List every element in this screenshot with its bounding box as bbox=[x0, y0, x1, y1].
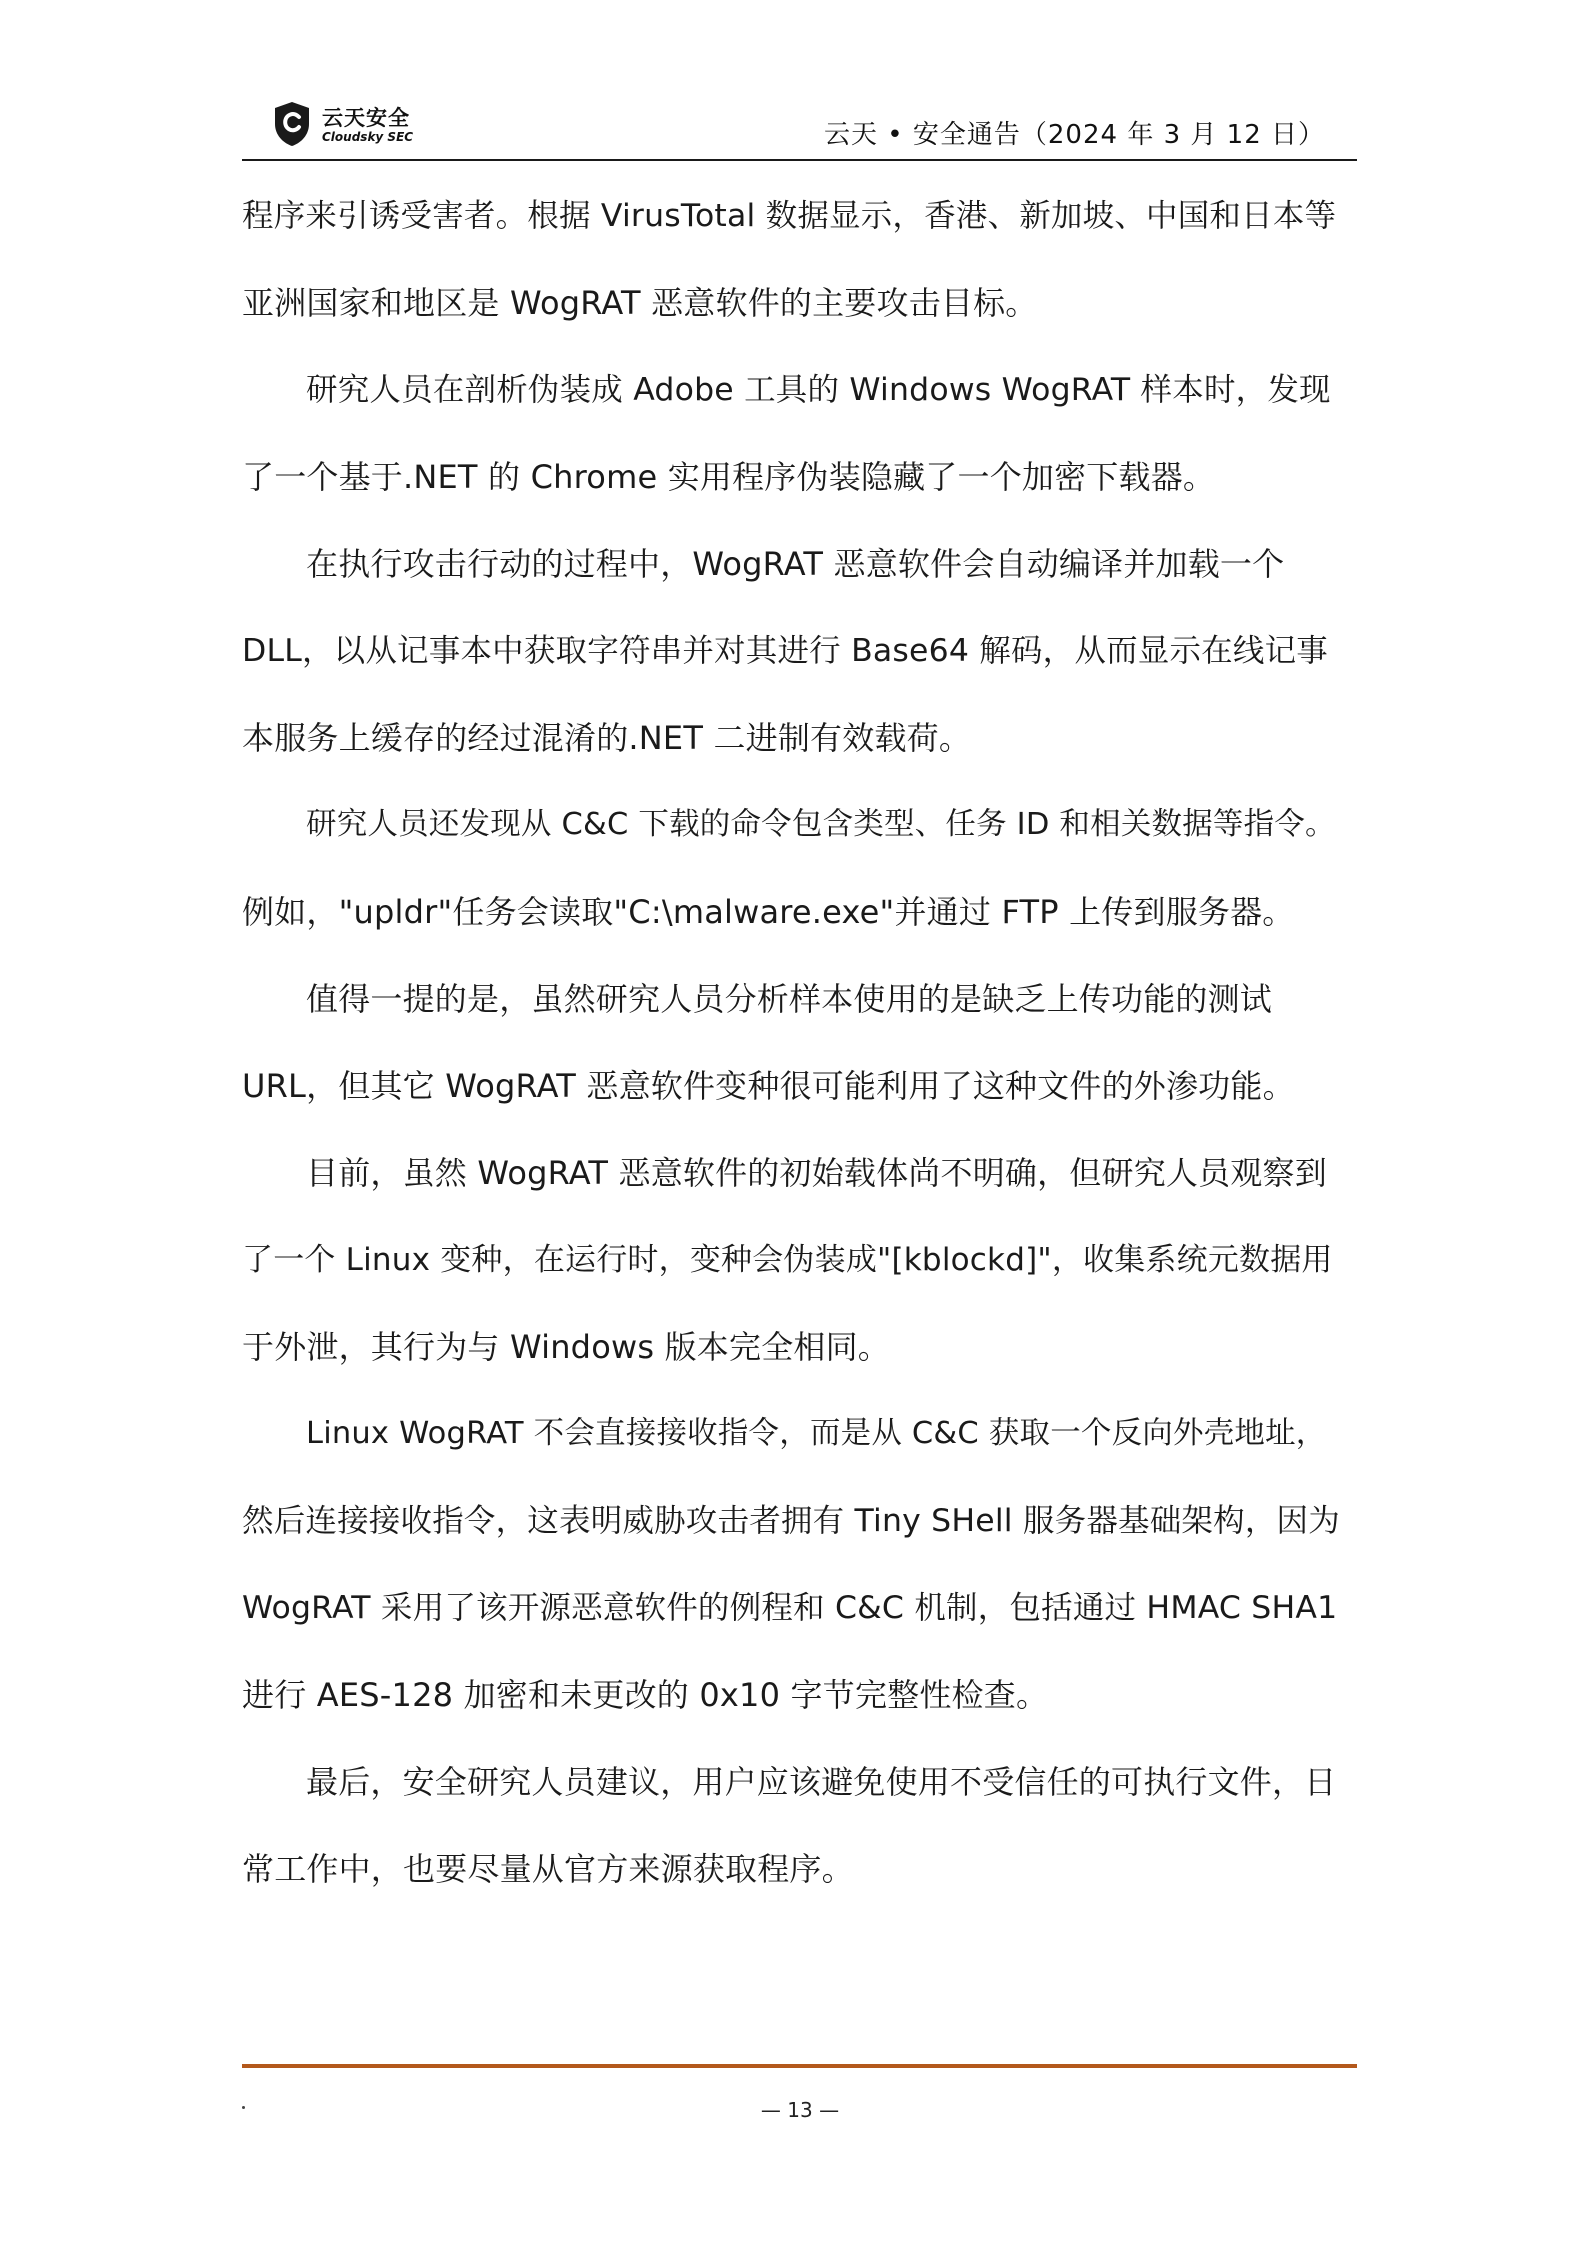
logo-chinese-name: 云天安全 bbox=[322, 106, 410, 130]
logo-english-name: Cloudsky SEC bbox=[322, 130, 414, 144]
paragraph-line: 进行 AES-128 加密和未更改的 0x10 字节完整性检查。 bbox=[242, 1676, 1049, 1714]
footer-dot-mark bbox=[242, 2106, 245, 2109]
paragraph-line: 研究人员在剖析伪装成 Adobe 工具的 Windows WogRAT 样本时，发现 bbox=[306, 372, 1331, 408]
page-header bbox=[242, 92, 1357, 160]
page-number: — 13 — bbox=[760, 2098, 840, 2122]
paragraph-line: 值得一提的是，虽然研究人员分析样本使用的是缺乏上传功能的测试 bbox=[306, 980, 1273, 1018]
paragraph-line: 了一个 Linux 变种，在运行时，变种会伪装成"[kblockd]"，收集系统元数据用 bbox=[242, 1242, 1333, 1278]
header-divider bbox=[242, 159, 1357, 161]
paragraph-line: 最后，安全研究人员建议，用户应该避免使用不受信任的可执行文件，日 bbox=[306, 1763, 1337, 1801]
paragraph-line: 例如，"upldr"任务会读取"C:\malware.exe"并通过 FTP 上传到服务器。 bbox=[242, 893, 1295, 931]
cloudsky-logo bbox=[272, 100, 472, 150]
paragraph-line: 于外泄，其行为与 Windows 版本完全相同。 bbox=[242, 1328, 890, 1366]
paragraph-line: 目前，虽然 WogRAT 恶意软件的初始载体尚不明确，但研究人员观察到 bbox=[306, 1154, 1327, 1192]
paragraph-line: DLL，以从记事本中获取字符串并对其进行 Base64 解码，从而显示在线记事 bbox=[242, 633, 1328, 669]
footer-divider bbox=[242, 2064, 1357, 2068]
paragraph-line: 了一个基于.NET 的 Chrome 实用程序伪装隐藏了一个加密下载器。 bbox=[242, 458, 1216, 496]
paragraph-line: 然后连接接收指令，这表明威胁攻击者拥有 Tiny SHell 服务器基础架构，因为 bbox=[242, 1503, 1340, 1539]
shield-logo-icon bbox=[272, 100, 312, 148]
paragraph-line: 在执行攻击行动的过程中，WogRAT 恶意软件会自动编译并加载一个 bbox=[306, 545, 1285, 583]
paragraph-line: 研究人员还发现从 C&C 下载的命令包含类型、任务 ID 和相关数据等指令。 bbox=[306, 807, 1336, 842]
paragraph-line: 亚洲国家和地区是 WogRAT 恶意软件的主要攻击目标。 bbox=[242, 284, 1038, 322]
paragraph-line: URL，但其它 WogRAT 恶意软件变种很可能利用了这种文件的外渗功能。 bbox=[242, 1067, 1295, 1105]
bulletin-title: 云天 • 安全通告（2024 年 3 月 12 日） bbox=[824, 120, 1325, 150]
paragraph-line: Linux WogRAT 不会直接接收指令，而是从 C&C 获取一个反向外壳地址， bbox=[306, 1416, 1327, 1451]
paragraph-line: 常工作中，也要尽量从官方来源获取程序。 bbox=[242, 1850, 854, 1888]
paragraph-line: WogRAT 采用了该开源恶意软件的例程和 C&C 机制，包括通过 HMAC SHA1 bbox=[242, 1590, 1338, 1626]
paragraph-line: 本服务上缓存的经过混淆的.NET 二进制有效载荷。 bbox=[242, 719, 972, 757]
paragraph-line: 程序来引诱受害者。根据 VirusTotal 数据显示，香港、新加坡、中国和日本等 bbox=[242, 198, 1337, 234]
